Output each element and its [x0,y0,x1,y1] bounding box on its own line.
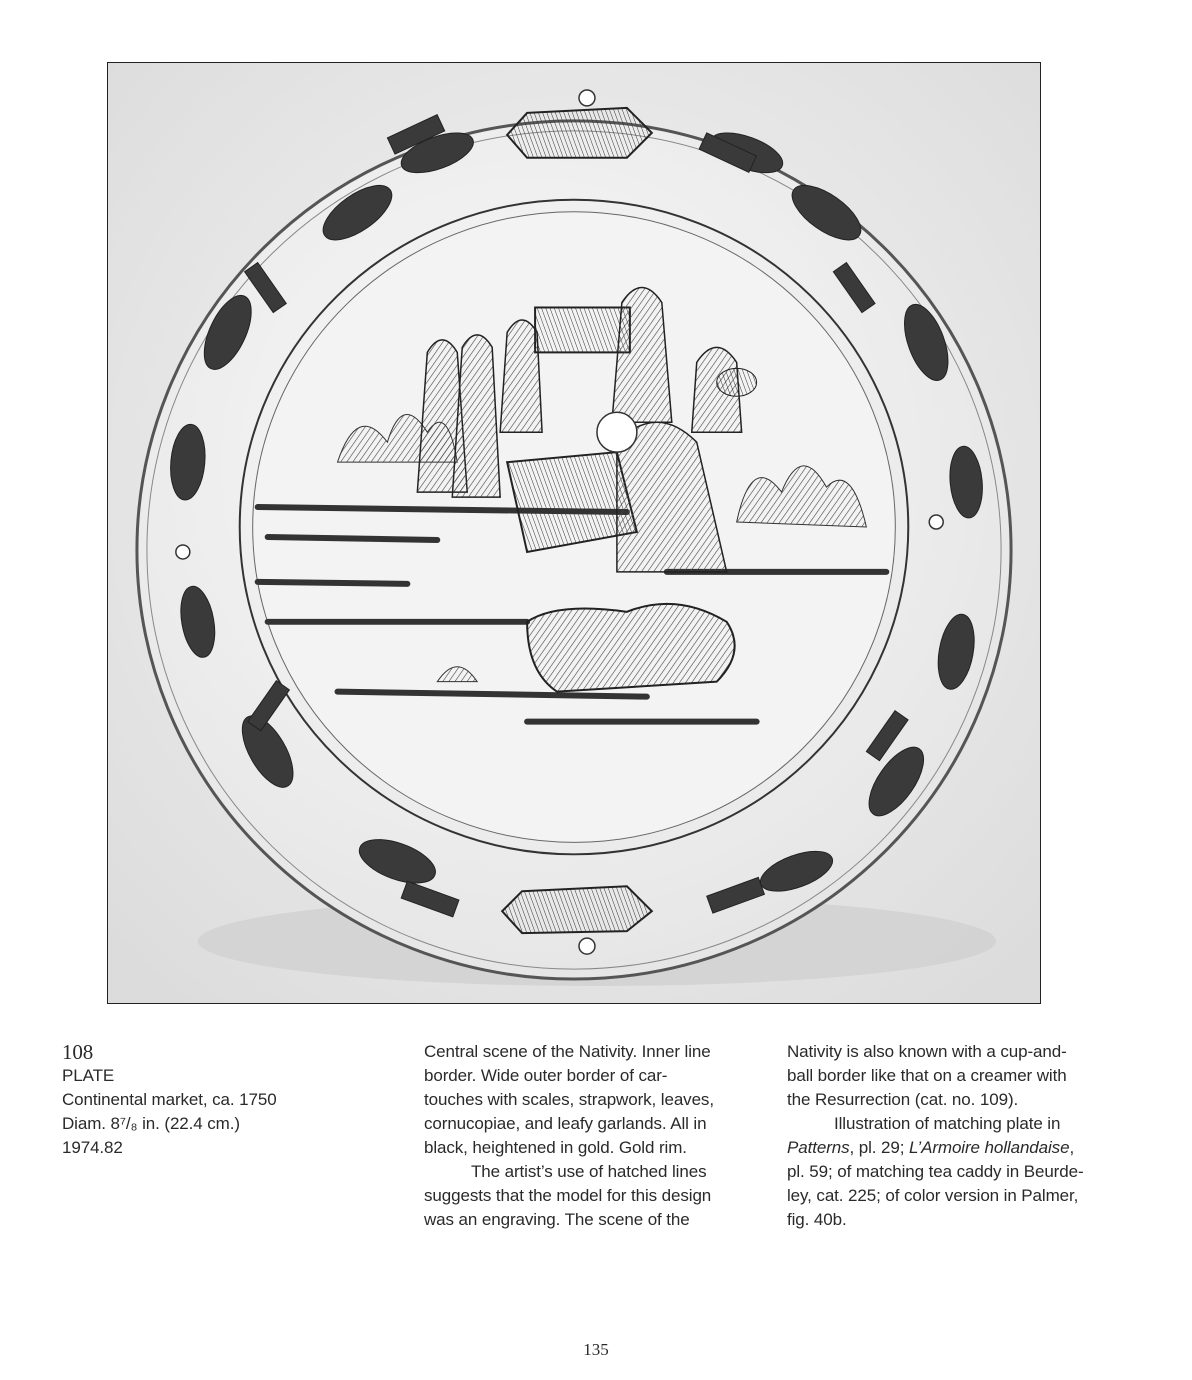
text-line: black, heightened in gold. Gold rim. [424,1138,687,1157]
text-line: pl. 59; of matching tea caddy in Beurde- [787,1162,1084,1181]
object-type: PLATE [62,1066,115,1085]
text-line: Illustration of matching plate in [834,1114,1061,1133]
accession-number: 1974.82 [62,1138,123,1157]
catalog-number: 108 [62,1040,94,1064]
description-column-1 [424,1040,714,1232]
market-date: Continental market, ca. 1750 [62,1090,277,1109]
text-line: the Resurrection (cat. no. 109). [787,1090,1019,1109]
text-line: cornucopiae, and leafy garlands. All in [424,1114,707,1133]
text-line: border. Wide outer border of car- [424,1066,668,1085]
text-line: suggests that the model for this design [424,1186,712,1205]
text-line: ball border like that on a creamer with [787,1066,1067,1085]
plate-illustration [108,63,1040,1003]
citation-text: , [1069,1138,1075,1157]
text-line [787,1136,1084,1160]
citation-text: , pl. 29; [849,1138,909,1157]
text-line: Central scene of the Nativity. Inner line [424,1042,711,1061]
dimensions: Diam. 8⁷/₈ in. (22.4 cm.) [62,1114,240,1133]
text-line: fig. 40b. [787,1210,847,1229]
text-line: was an engraving. The scene of the [424,1210,690,1229]
text-line: Nativity is also known with a cup-and- [787,1042,1067,1061]
plate-photograph [107,62,1041,1004]
text-line: The artist’s use of hatched lines [471,1162,707,1181]
citation-title: Patterns [787,1138,850,1157]
description-column-2 [787,1040,1084,1232]
catalog-entry [62,1040,277,1160]
page-number: 135 [583,1340,609,1359]
text-line: touches with scales, strapwork, leaves, [424,1090,714,1109]
text-line: ley, cat. 225; of color version in Palmer, [787,1186,1079,1205]
citation-title: L’Armoire hollandaise [909,1138,1070,1157]
